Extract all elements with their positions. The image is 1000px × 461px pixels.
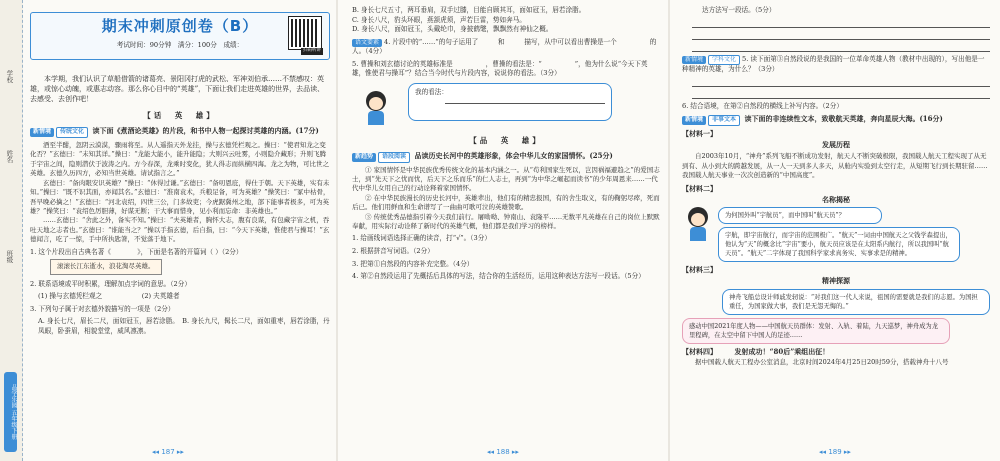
passage2-paragraph-1: ① 家国情怀是中华民族优秀传统文化的基本内涵之一。从“苟利国家生死以，岂因祸福避趋之”的爱国志士，到“先天下之忧而忧，后天下之乐而乐”的仁人志士，再到“为中华之崛起而读书”的少年周恩来……一代代中华儿女用自己的行动诠释着家国情怀。 — [352, 165, 660, 193]
answer-bubble: 宇航，即宇宙航行，而宇宙的范围极广。“航天”一词由中国航天之父钱学森提出，他认为“天”的概念比“宇宙”要小，航天员应该是在太阳系内航行，所以我国叫“航天员”。“航天”二字体现了我国科学家求真务实、实事求是的精神。 — [718, 227, 960, 262]
exam-info: 考试时间：90分钟 满分：100分 成绩： — [116, 40, 244, 49]
question-2-text: 品读历史长河中的英雄形象，体会中华儿女的家国情怀。(25分) — [414, 150, 613, 160]
question-1-3-option-a: A. 身长七尺，眉长二尺，面如冠玉，唇若涂脂。 B. 身长九尺，髯长二尺，面如重枣，唇若涂脂，丹凤眼，卧蚕眉，相貌堂堂，威风凛凛。 — [38, 317, 330, 335]
material-1-title: 发展历程 — [822, 140, 850, 150]
exam-title-box — [30, 12, 330, 60]
question-2-3: 3. 把第①自然段的内容补充完整。（4分） — [352, 259, 474, 268]
opinion-label: 我的看法： — [415, 87, 448, 96]
answer-line-2[interactable] — [692, 28, 990, 40]
tag-language-element: 语文要素 — [352, 39, 382, 48]
tag-new-trend: 新趋势 — [352, 153, 376, 162]
qr-code-icon[interactable] — [289, 17, 321, 49]
qr-label: 扫码听讲 — [303, 48, 321, 53]
material-1-label: 【材料一】 — [682, 129, 717, 139]
question-5: 5. 曹操和刘玄德讨论的英雄标准是 ，曹操的看法是：“ ”，他为什么说“今天下英雄，惟使君与操耳”？结合当今时代与片段内容，说说你的看法。（3分） — [352, 59, 648, 78]
gutter-school-label: 学校 — [5, 70, 14, 83]
answer-line-5[interactable] — [692, 87, 990, 99]
material-3-label: 【材料三】 — [682, 265, 717, 275]
tag-subject-culture: 学科文化 — [708, 55, 740, 66]
tag-new-context: 新情境 — [682, 116, 706, 125]
page-number-value: 189 — [828, 447, 842, 456]
passage-paragraph-2: 玄德曰：“备肉眼安识英雄？”操曰：“休得过谦。”玄德曰：“备叨恩庇，得仕于朝。天下英雄，实有未知。”操曰：“既不识其面，亦闻其名。”玄德曰：“淮南袁术，兵粮足备，可为英雄？”操笑曰：“冢中枯骨，吾早晚必擒之！”玄德曰：“河北袁绍，四世三公，门多故吏；今虎踞冀州之地，部下能事者极多，可为英雄？”操笑曰：“袁绍色厉胆薄，好谋无断；干大事而惜身，见小利而忘命：非英雄也。” — [30, 178, 330, 215]
answer-line-1[interactable] — [692, 16, 990, 28]
material-2-dialogue — [682, 207, 990, 263]
page-187 — [0, 0, 336, 461]
question-2-heading — [352, 151, 660, 163]
gutter-class-label: 班级 — [5, 250, 14, 263]
section-title-talk-heroes: 【话 英 雄】 — [143, 111, 217, 121]
question-1-text: 读下面《煮酒论英雄》的片段，和书中人物一起探讨英雄的内涵。(17分) — [92, 126, 319, 136]
passage-paragraph-1: 酒至半酣，忽阴云漠漠，骤雨将至。从人遥指天外龙挂，操与玄德凭栏观之。操曰：“使君知龙之变化否？”玄德曰：“未知其详。”操曰：“龙能大能小，能升能隐；大则兴云吐雾，小则隐介藏形；升则飞腾于宇宙之间，隐则潜伏于波涛之内。方今春深，龙乘时变化，犹人得志而纵横四海。龙之为物，可比世之英雄。玄德久历四方，必知当世英雄。请试指言之。” — [30, 140, 329, 178]
option-d: D. 身长八尺，面如冠玉，头戴纶巾，身披鹤氅，飘飘然有神仙之概。 — [352, 25, 553, 34]
tag-nonfiction-text: 非事文本 — [708, 115, 740, 126]
opinion-note-box[interactable] — [408, 83, 612, 121]
question-5-p3-text: 5. 读下面第③自然段说的是我国的一位革命英雄人物（教材中出现的），写出他是一种精神的英雄，为什么？（3分） — [682, 54, 985, 74]
material-4-text: 据中国载人航天工程办公室消息，北京时间2024年4月25日20时59分，搭载神舟十八号 — [695, 358, 949, 367]
material-4-label — [682, 347, 990, 357]
question-3-text: 读下面的非连续性文本，致敬航天英雄，奔向星辰大海。(16分) — [744, 114, 943, 124]
passage-paragraph-3: ……玄德曰：“舍此之外，备实不知。”操曰：“夫英雄者，胸怀大志，腹有良谋，有包藏宇宙之机，吞吐天地之志者也。”玄德曰：“谁能当之？”操以手指玄德，后自指，曰：“今天下英雄，惟使君与操耳！”玄德闻言，吃了一惊，手中所执匙箸，不觉落于地下。 — [30, 216, 330, 244]
intro-text: 本学期，我们认识了草船借箭的诸葛亮、景阳冈打虎的武松、军神刘伯承……不禁感叹：英雄，或惊心动魄，或惠志动容。那么你心目中的“英雄”，下面让我们走进英雄的世界，去品读、去感受、去创作吧！ — [30, 75, 325, 104]
question-1-1: 1. 这个片段出自古典名著《 》，下面是名著的开篇词（ ）（2分） — [30, 247, 243, 256]
material-4-title: 发射成功！“80后”乘组出征！ — [734, 347, 830, 357]
binding-gutter — [0, 0, 23, 461]
page-number: ◂◂ 188 ▸▸ — [487, 447, 519, 456]
tag-traditional-culture: 传统文化 — [56, 127, 88, 138]
question-4 — [352, 38, 660, 57]
gutter-name-label: 姓名 — [5, 150, 14, 163]
question-1-3: 3. 下列句子属于对玄德外貌描写的一项是（2分） — [30, 304, 175, 313]
tag-new-context: 新情境 — [682, 56, 706, 65]
continued-question: 达方法写一段话。（5分） — [702, 6, 776, 14]
brand-label: 品学乐园 五年级下册 — [4, 372, 17, 452]
award-bubble: 感动中国2021年度人物——中国航天员群体：发射、入轨、着陆，九天巡梦，神舟成为龙里程碑，在太空中留下中国人的足迹…… — [682, 318, 950, 344]
student-cartoon-icon — [684, 207, 712, 243]
question-6: 6. 结合语境，在第②自然段的横线上补写内容。（2分） — [682, 101, 843, 110]
question-1-2-items: (1) 操与玄德凭栏观之 (2) 夫英雄者 — [38, 292, 180, 301]
material-4-label-text: 【材料四】 — [682, 347, 714, 357]
question-1-2: 2. 联系语境或平时积累，理解加点字词的意思。（2分） — [30, 279, 191, 288]
note-area — [352, 83, 660, 129]
option-c: C. 身长八尺，豹头环眼，燕颔虎须，声若巨雷，势如奔马。 — [352, 15, 526, 24]
passage2-paragraph-2: ② 在中华民族漫长的历史长河中，英雄辈出，他们有的精忠报国，有的舍生取义，有的鞠躬尽瘁，死而后已。他们用鲜血和生命谱写了一曲曲可歌可泣的英雄赞歌。 — [352, 193, 660, 212]
question-2-4: 4. 第②自然段运用了先概括后具体的写法，结合你的生活经历，运用这种表达方法写一段话。（5分） — [352, 272, 645, 281]
page-number: ◂◂ 187 ▸▸ — [152, 447, 184, 456]
question-1-heading — [30, 126, 330, 138]
material-2-title: 名称揭秘 — [822, 194, 850, 204]
page-number-value: 187 — [161, 447, 175, 456]
tag-paragraph-reading: 语段阅读 — [378, 152, 410, 163]
page-number: ◂◂ 189 ▸▸ — [819, 447, 851, 456]
section-title-read-heroes: 【品 英 雄】 — [469, 135, 543, 145]
answer-line[interactable] — [445, 92, 605, 104]
student-cartoon-icon — [362, 91, 390, 127]
question-2-2: 2. 根据拼音写词语。（2分） — [352, 247, 434, 256]
opening-verse-box: 滚滚长江东逝水，浪花淘尽英雄。 — [50, 259, 162, 274]
page-number-value: 188 — [496, 447, 510, 456]
question-5-p3 — [682, 55, 990, 75]
material-3-title: 精神探源 — [822, 276, 850, 286]
question-bubble: 为何国外叫“宇航员”，而中国叫“航天员”？ — [718, 207, 882, 224]
material-1-text: 自2003年10月，“神舟”系列飞船不断成功发射，航天人不断突破极限，我国载人航天工程实现了从无到有、从小到大的跨越发展，从一人一天到多人多天，从舱内实验到太空行走，从短期飞行到长期驻留……我国载人航天事业一次次创造新的“中国高度”。 — [682, 152, 988, 180]
question-3-heading — [682, 114, 990, 126]
exam-title: 期末冲刺原创卷（B） — [101, 17, 259, 35]
page-188 — [338, 0, 668, 461]
option-b: B. 身长七尺五寸，两耳垂肩，双手过膝，目能自顾其耳，面如冠玉，唇若涂脂。 — [352, 6, 586, 14]
tag-new-context: 新情境 — [30, 128, 54, 137]
page-189 — [670, 0, 1000, 461]
question-4-text: 4. 片段中的“……”的句子运用了 和 描写，从中可以看出曹操是一个 的人。（4分） — [352, 37, 657, 56]
question-2-1: 1. 给画线词语选择正确的读音，打“√”。（3分） — [352, 234, 491, 243]
answer-line-4[interactable] — [692, 75, 990, 87]
quote-bubble: 神舟飞船总设计师戚发轫说：“对我们这一代人来说，祖国的需要就是我们的志愿。为国担重任，为国家做大事，我们是无怨无悔的。” — [722, 289, 990, 315]
material-2-label: 【材料二】 — [682, 183, 717, 193]
passage2-paragraph-3: ③ 传统优秀品德指引着今天我们前行。屠呦呦、钟南山、袁隆平……无数平凡英雄在自己的岗位上默默奉献，用实际行动诠释了新时代的英雄气概，他们都是我们学习的榜样。 — [352, 212, 660, 231]
answer-line-3[interactable] — [692, 40, 990, 52]
